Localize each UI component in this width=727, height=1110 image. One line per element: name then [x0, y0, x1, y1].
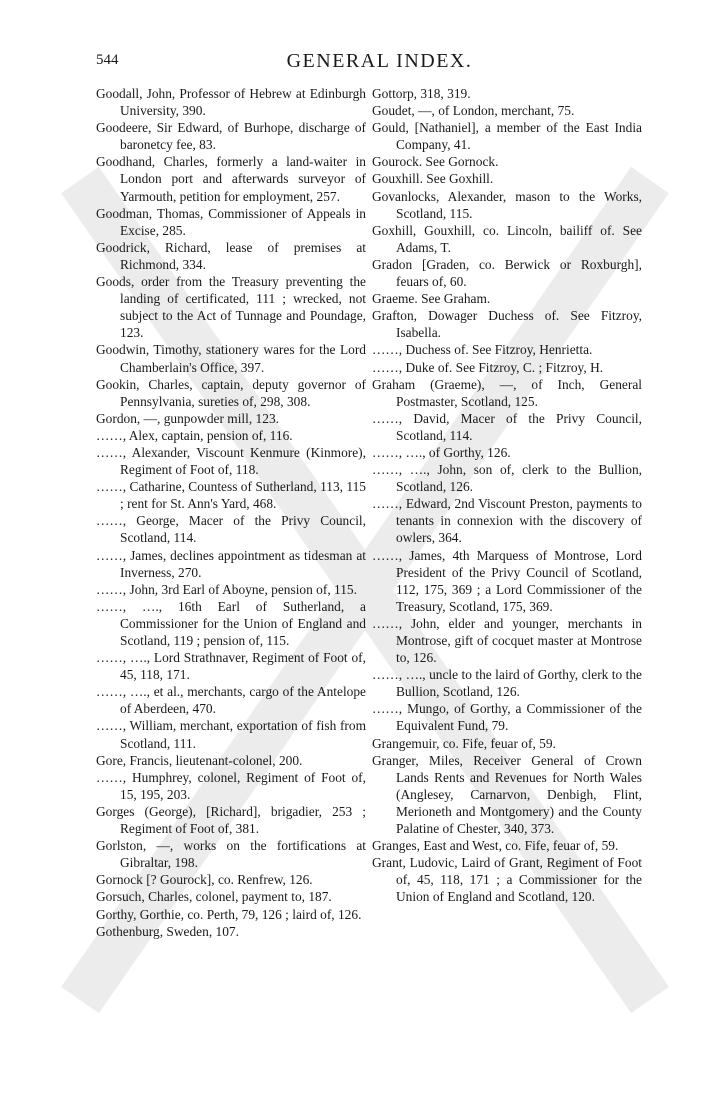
index-entry: ……, Duchess of. See Fitzroy, Henrietta.	[372, 342, 593, 358]
index-entry: ……, Humphrey, colonel, Regiment of Foot of, 15, 195, 203.	[96, 769, 366, 802]
index-entry: ……, Duke of. See Fitzroy, C. ; Fitzroy, H.	[372, 359, 604, 375]
index-entry: Grafton, Dowager Duchess of. See Fitzroy, Isabella.	[372, 308, 642, 341]
index-entry: ……, Alexander, Viscount Kenmure (Kinmore), Regiment of Foot of, 118.	[96, 444, 366, 478]
page-header	[96, 50, 663, 74]
index-entry: Gradon [Graden, co. Berwick or Roxburgh], feuars of, 60.	[372, 256, 642, 290]
index-entry: Gookin, Charles, captain, deputy governor of Pennsylvania, sureties of, 298, 308.	[96, 376, 366, 409]
index-entry: ……, …., et al., merchants, cargo of the Antelope of Aberdeen, 470.	[96, 684, 366, 717]
index-entry: ……, Catharine, Countess of Sutherland, 113, 115 ; rent for St. Ann's Yard, 468.	[96, 479, 366, 512]
index-entry: Gouxhill. See Goxhill.	[372, 171, 494, 187]
index-entry: ……, …., John, son of, clerk to the Bullion, Scotland, 126.	[372, 462, 642, 495]
index-entry: ……, …., 16th Earl of Sutherland, a Commissioner for the Union of England and Scotland, 119 ; pension of, 115.	[96, 598, 366, 648]
index-entry: Govanlocks, Alexander, mason to the Works, Scotland, 115.	[372, 188, 642, 221]
index-column-right	[372, 85, 642, 906]
index-entry: ……, George, Macer of the Privy Council, Scotland, 114.	[96, 513, 366, 546]
index-entry: ……, John, 3rd Earl of Aboyne, pension of, 115.	[96, 581, 357, 597]
index-column-left	[96, 85, 366, 940]
index-entry: Gorlston, —, works on the fortifications at Gibraltar, 198.	[96, 838, 366, 871]
page-title: GENERAL INDEX.	[286, 50, 473, 72]
index-entry: ……, James, declines appointment as tidesman at Inverness, 270.	[96, 547, 366, 580]
index-entry: Goxhill, Gouxhill, co. Lincoln, bailiff of. See Adams, T.	[372, 222, 642, 255]
index-entry: Grant, Ludovic, Laird of Grant, Regiment of Foot of, 45, 118, 171 ; a Commissioner for the Union of England and Scotland, 120.	[372, 855, 642, 905]
index-entry: Gornock [? Gourock], co. Renfrew, 126.	[96, 872, 313, 888]
index-entry: ……, …., uncle to the laird of Gorthy, clerk to the Bullion, Scotland, 126.	[372, 667, 642, 700]
index-entry: ……, …., Lord Strathnaver, Regiment of Foot of, 45, 118, 171.	[96, 650, 366, 683]
index-entry: Gordon, —, gunpowder mill, 123.	[96, 410, 279, 426]
index-entry: ……, Mungo, of Gorthy, a Commissioner of the Equivalent Fund, 79.	[372, 701, 642, 734]
index-entry: Gourock. See Gornock.	[372, 154, 499, 170]
index-entry: Goodall, John, Professor of Hebrew at Edinburgh University, 390.	[96, 86, 366, 119]
index-entry: Grangemuir, co. Fife, feuar of, 59.	[372, 735, 556, 751]
index-entry: Goodwin, Timothy, stationery wares for the Lord Chamberlain's Office, 397.	[96, 342, 366, 375]
index-entry: Goods, order from the Treasury preventing the landing of certificated, 111 ; wrecked, not subject to the Act of Tunnage and Poundage, 123.	[96, 274, 366, 341]
index-entry: Gould, [Nathaniel], a member of the East India Company, 41.	[372, 120, 642, 153]
index-entry: Gottorp, 318, 319.	[372, 86, 471, 101]
index-entry: Graeme. See Graham.	[372, 291, 491, 307]
index-entry: Gorges (George), [Richard], brigadier, 253 ; Regiment of Foot of, 381.	[96, 803, 366, 837]
index-entry: Goodhand, Charles, formerly a land-waiter in London port and afterwards surveyor of Yarmouth, petition for employment, 257.	[96, 154, 366, 204]
index-entry: Granger, Miles, Receiver General of Crown Lands Rents and Revenues for North Wales (Anglesey, Carnarvon, Denbigh, Flint, Merioneth and Montgomery) and the County Palatine of Chester, 340, 373.	[372, 752, 642, 837]
index-entry: Goodeere, Sir Edward, of Burhope, discharge of baronetcy fee, 83.	[96, 120, 366, 153]
index-entry: Goodman, Thomas, Commissioner of Appeals in Excise, 285.	[96, 205, 366, 238]
index-entry: ……, James, 4th Marquess of Montrose, Lord President of the Privy Council of Scotland, 112, 175, 369 ; a Lord Commissioner of the Treasury, Scotland, 175, 369.	[372, 547, 642, 614]
index-entry: Gothenburg, Sweden, 107.	[96, 923, 239, 939]
index-entry: ……, Alex, captain, pension of, 116.	[96, 427, 293, 443]
index-entry: Graham (Graeme), —, of Inch, General Postmaster, Scotland, 125.	[372, 376, 642, 409]
index-entry: Granges, East and West, co. Fife, feuar of, 59.	[372, 838, 619, 854]
index-entry: Goudet, —, of London, merchant, 75.	[372, 103, 575, 119]
index-entry: ……, David, Macer of the Privy Council, Scotland, 114.	[372, 410, 642, 443]
page-number: 544	[96, 52, 119, 68]
index-entry: ……, …., of Gorthy, 126.	[372, 444, 511, 460]
index-entry: Goodrick, Richard, lease of premises at Richmond, 334.	[96, 239, 366, 272]
index-entry: ……, William, merchant, exportation of fish from Scotland, 111.	[96, 718, 366, 751]
index-entry: Gorthy, Gorthie, co. Perth, 79, 126 ; laird of, 126.	[96, 906, 362, 922]
index-entry: Gore, Francis, lieutenant-colonel, 200.	[96, 752, 303, 768]
index-entry: ……, Edward, 2nd Viscount Preston, payments to tenants in connexion with the discovery of owlers, 364.	[372, 496, 642, 546]
index-entry: ……, John, elder and younger, merchants in Montrose, gift of cocquet master at Montrose to, 126.	[372, 615, 642, 666]
index-entry: Gorsuch, Charles, colonel, payment to, 187.	[96, 889, 332, 905]
